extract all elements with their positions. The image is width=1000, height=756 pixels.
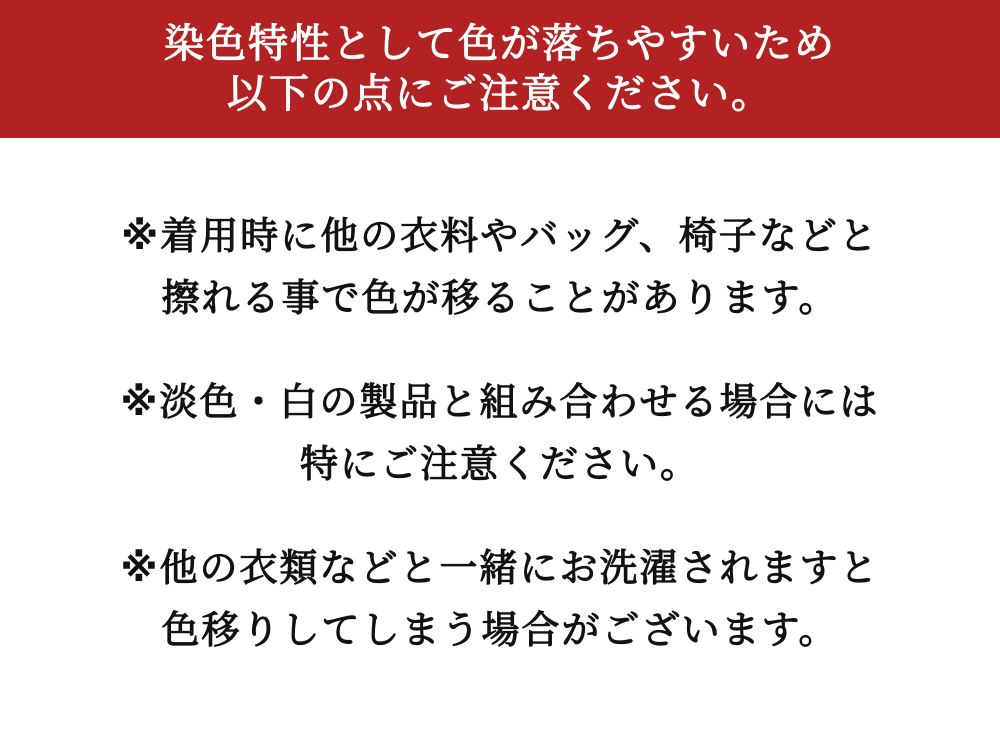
banner-title-line-2: 以下の点にご注意ください。 bbox=[227, 71, 773, 116]
caution-note-friction-line-1: ※着用時に他の衣料やバッグ、椅子などと bbox=[121, 216, 879, 258]
warning-header-banner bbox=[0, 0, 1000, 138]
caution-note-light-colors-line-2: 特にご注意ください。 bbox=[299, 444, 700, 486]
caution-note-washing bbox=[121, 538, 880, 662]
caution-note-washing-line-1: ※他の衣類などと一緒にお洗濯されますと bbox=[120, 548, 880, 590]
caution-notes-list bbox=[0, 138, 1000, 704]
banner-title-line-1: 染色特性として色が落ちやすいため bbox=[164, 21, 836, 66]
caution-note-friction bbox=[121, 206, 878, 330]
caution-note-light-colors-line-1: ※淡色・白の製品と組み合わせる場合には bbox=[120, 382, 880, 424]
caution-note-washing-line-2: 色移りしてしまう場合がございます。 bbox=[161, 610, 839, 652]
caution-note-friction-line-2: 擦れる事で色が移ることがあります。 bbox=[161, 278, 839, 320]
caution-note-light-colors bbox=[121, 372, 880, 496]
